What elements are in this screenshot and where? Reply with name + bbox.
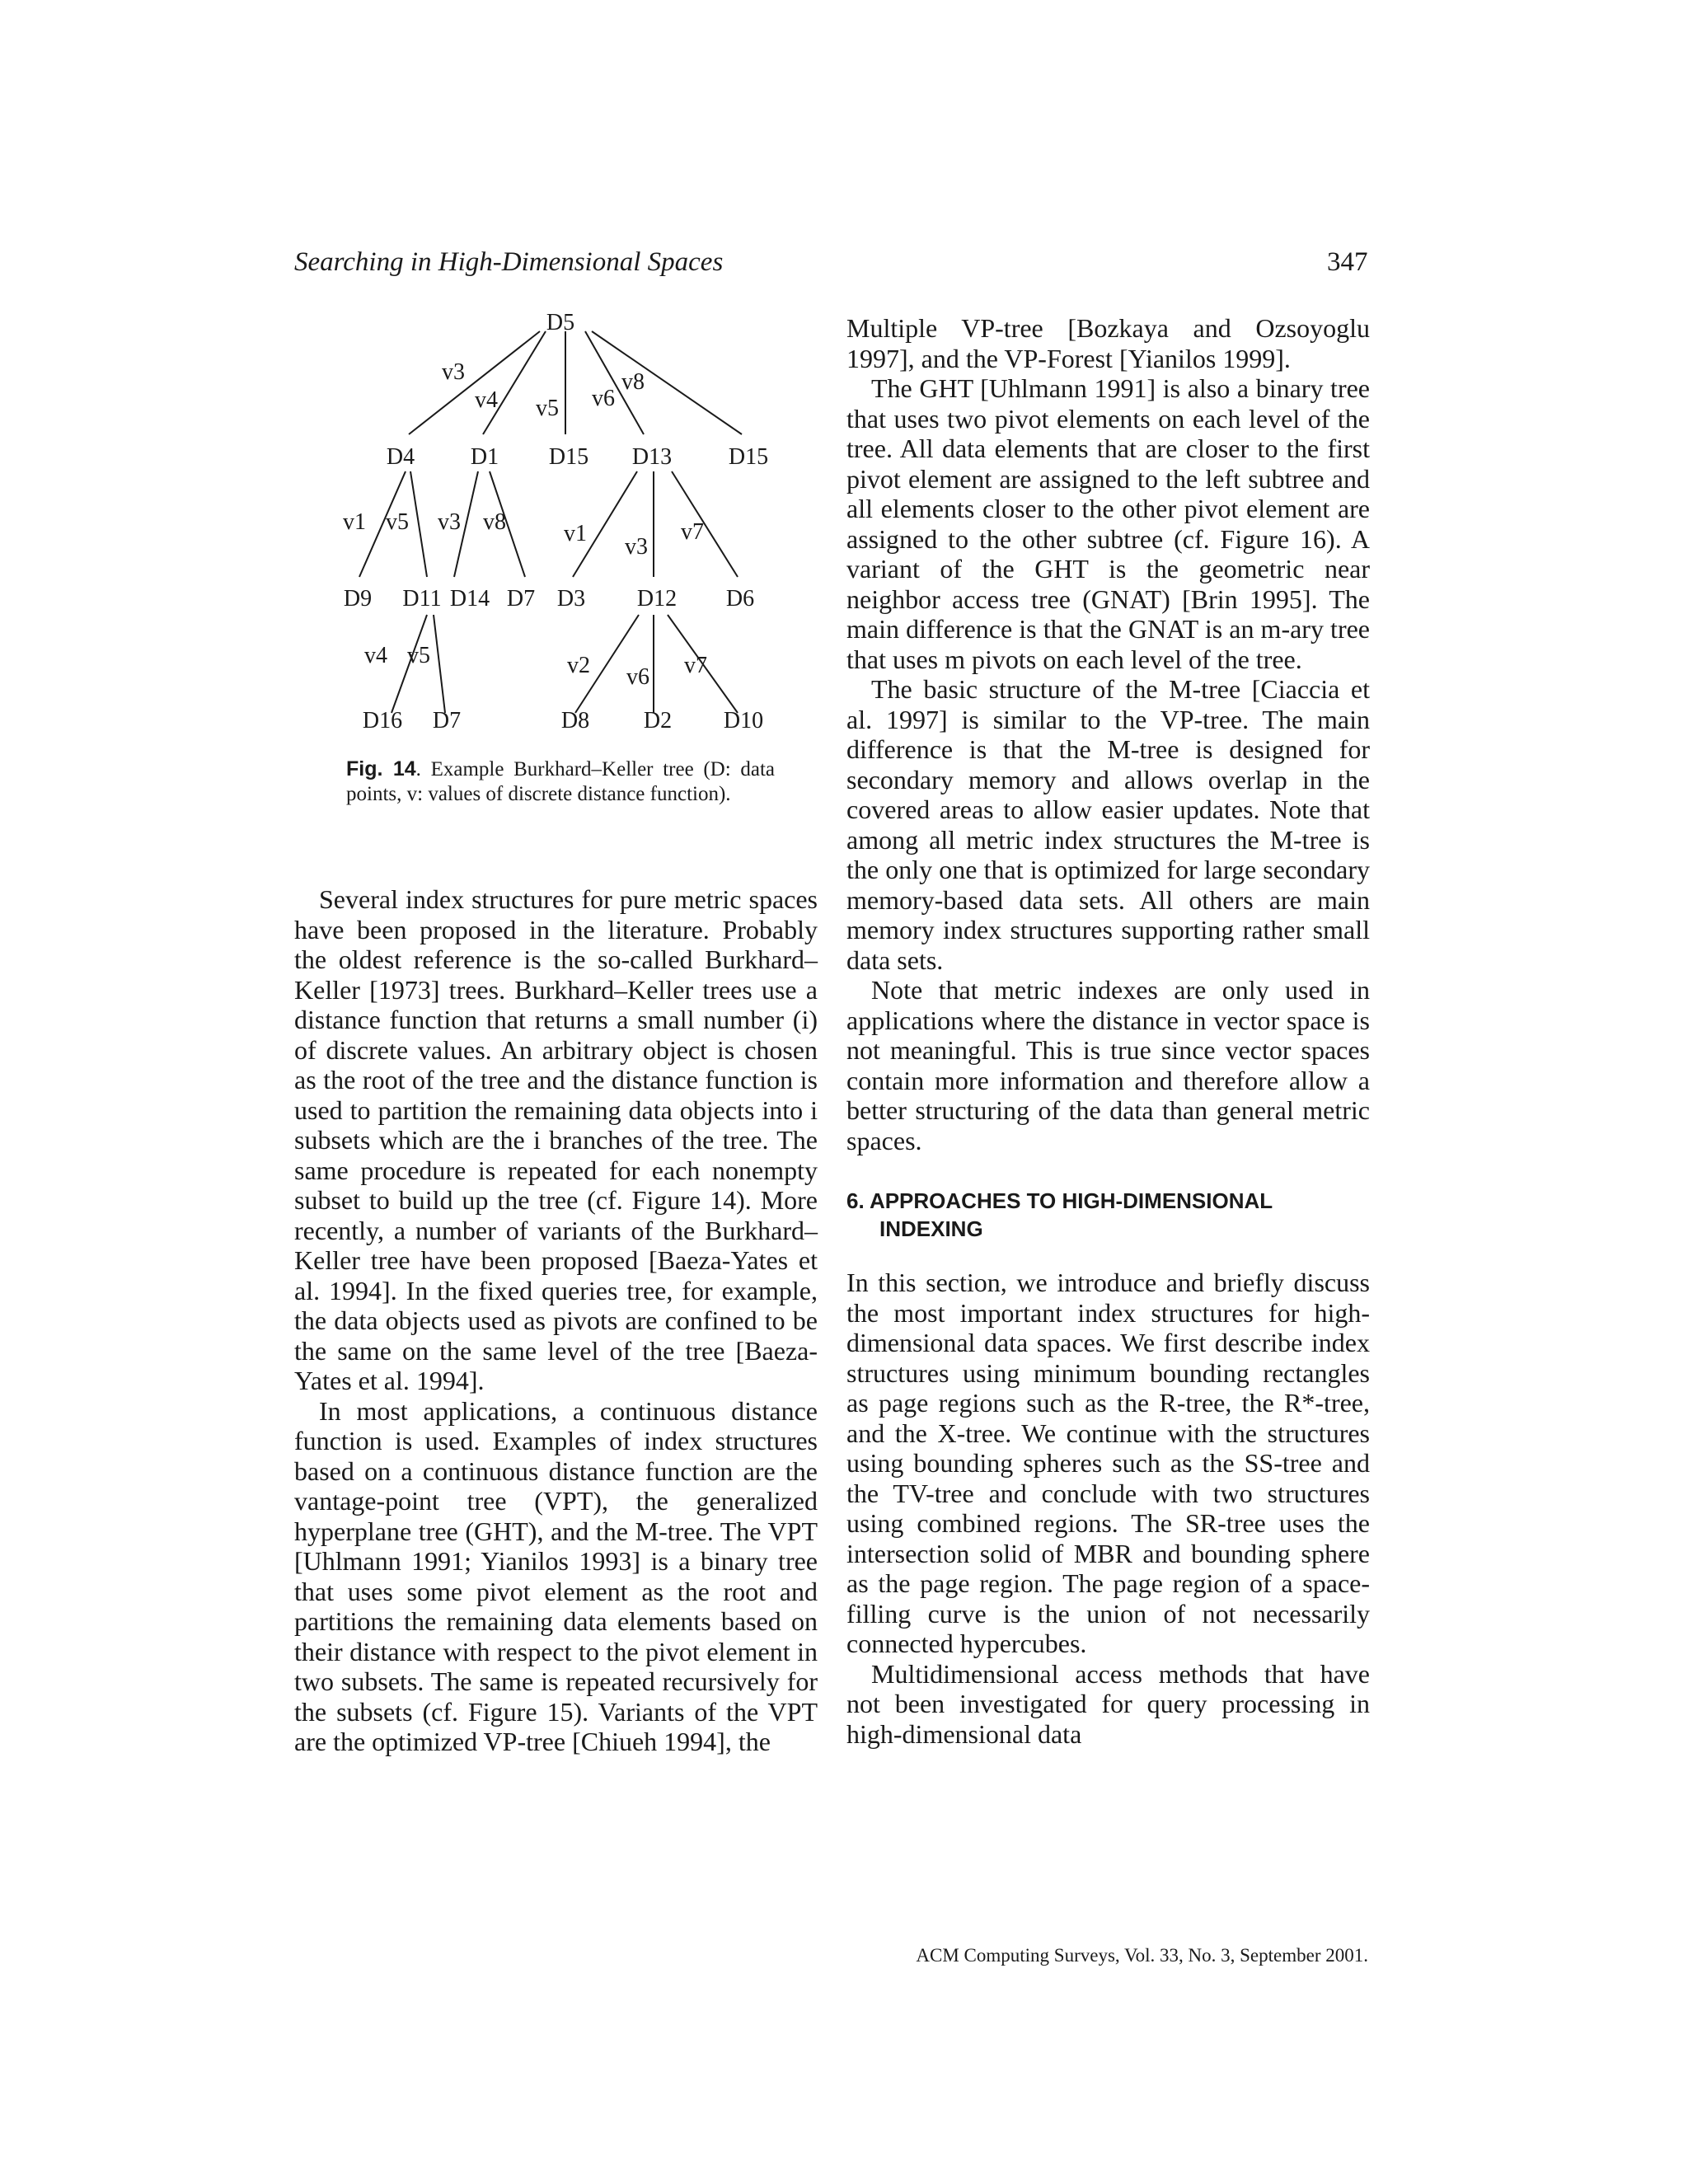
section-heading: 6. APPROACHES TO HIGH-DIMENSIONAL INDEXING — [846, 1188, 1273, 1241]
edge-label: v6 — [626, 664, 649, 690]
edge-label: v1 — [343, 509, 366, 535]
figure-caption — [346, 757, 775, 807]
paragraph: Multidimensional access methods that have not been investigated for query processing in high-dimensional data — [846, 1658, 1370, 1749]
tree-node: D16 — [362, 708, 403, 733]
paragraph: Multiple VP-tree [Bozkaya and Ozsoyoglu 1997], and the VP-Forest [Yianilos 1999]. — [846, 313, 1370, 373]
edge-label: v8 — [483, 509, 506, 535]
edge-label: v6 — [592, 386, 615, 411]
edge-label: v5 — [386, 509, 409, 535]
left-column — [294, 884, 818, 1757]
edge-label: v1 — [564, 521, 587, 546]
tree-edge — [409, 331, 540, 434]
paragraph: Note that metric indexes are only used in applications where the distance in vector space is not meaningful. This is true since vector spaces contain more information and therefore allow a better structuring of the data than general metric spaces. — [846, 975, 1370, 1155]
tree-node: D4 — [386, 444, 415, 470]
tree-node: D3 — [556, 586, 586, 612]
tree-edge — [434, 615, 445, 713]
paragraph: Several index structures for pure metric spaces have been proposed in the literature. Probably the oldest reference is the so-called Burkhard–Keller [1973] trees. Burkhard–Keller trees use a distance function that returns a small number (i) of discrete values. An arbitrary object is chosen as the root of the tree and the distance function is used to partition the remaining data objects into i subsets which are the i branches of the tree. The same procedure is repeated for each nonempty subset to build up the tree (cf. Figure 14). More recently, a number of variants of the Burkhard–Keller tree have been proposed [Baeza-Yates et al. 1994]. In the fixed queries tree, for example, the data objects used as pivots are confined to be the same on the same level of the tree [Baeza-Yates et al. 1994]. — [294, 884, 818, 1395]
edge-label: v3 — [625, 534, 648, 560]
edge-label: v3 — [442, 359, 465, 385]
page-number: 347 — [1327, 247, 1368, 277]
tree-node: D9 — [343, 586, 373, 612]
tree-node: D7 — [506, 586, 536, 612]
tree-node: D6 — [725, 586, 755, 612]
edge-label: v7 — [684, 653, 707, 678]
tree-node: D14 — [449, 586, 490, 612]
paragraph: The basic structure of the M-tree [Ciaccia et al. 1997] is similar to the VP-tree. The main difference is that the M-tree is designed for secondary memory and allows overlap in the covered areas to allow easier updates. Note that among all metric index structures the M-tree is the only one that is optimized for large secondary memory-based data sets. All others are main memory index structures supporting rather small data sets. — [846, 674, 1370, 975]
running-title: Searching in High-Dimensional Spaces — [294, 247, 724, 277]
figure-caption-text: . Example Burkhard–Keller tree (D: data points, v: values of discrete distance function). — [346, 758, 776, 805]
tree-node: D12 — [636, 586, 678, 612]
burkhard-keller-tree-figure — [330, 305, 791, 742]
edge-label: v4 — [364, 643, 387, 668]
edge-label: v2 — [567, 653, 590, 678]
paragraph: In this section, we introduce and briefly discuss the most important index structures for high-dimensional data spaces. We first describe index structures using minimum bounding rectangles as page regions such as the R-tree, the R*-tree, and the X-tree. We continue with the structures using bounding spheres such as the SS-tree and the TV-tree and conclude with two structures using combined regions. The SR-tree uses the intersection solid of MBR and bounding sphere as the page region. The page region of a space-filling curve is the union of not necessarily connected hypercubes. — [846, 1268, 1370, 1658]
right-column — [846, 313, 1370, 1749]
tree-node: D2 — [643, 708, 673, 733]
tree-node: D8 — [560, 708, 590, 733]
tree-node: D15 — [728, 444, 769, 470]
journal-footer: ACM Computing Surveys, Vol. 33, No. 3, September 2001. — [916, 1945, 1368, 1966]
edge-label: v3 — [438, 509, 461, 535]
edge-label: v5 — [407, 643, 430, 668]
tree-edge — [410, 471, 427, 577]
tree-node: D11 — [402, 586, 442, 612]
edge-label: v4 — [475, 387, 498, 413]
edge-label: v7 — [681, 519, 704, 545]
figure-label: Fig. 14 — [346, 757, 416, 780]
tree-node: D13 — [631, 444, 673, 470]
tree-node-root: D5 — [546, 310, 575, 335]
tree-node: D7 — [432, 708, 462, 733]
tree-node: D15 — [548, 444, 589, 470]
tree-node: D10 — [723, 708, 764, 733]
edge-label: v5 — [536, 396, 559, 421]
edge-label: v8 — [621, 369, 645, 395]
paragraph: In most applications, a continuous distance function is used. Examples of index structures based on a continuous distance function are the vantage-point tree (VPT), the generalized hyperplane tree (GHT), and the M-tree. The VPT [Uhlmann 1991; Yianilos 1993] is a binary tree that uses some pivot element as the root and partitions the remaining data elements based on their distance with respect to the pivot element in two subsets. The same is repeated recursively for the subsets (cf. Figure 15). Variants of the VPT are the optimized VP-tree [Chiueh 1994], the — [294, 1395, 818, 1756]
paragraph: The GHT [Uhlmann 1991] is also a binary tree that uses two pivot elements on each level of the tree. All data elements that are closer to the first pivot element are assigned to the left subtree and all elements closer to the other pivot element are assigned to the other subtree (cf. Figure 16). A variant of the GHT is the geometric near neighbor access tree (GNAT) [Brin 1995]. The main difference is that the GNAT is an m-ary tree that uses m pivots on each level of the tree. — [846, 373, 1370, 674]
tree-node: D1 — [470, 444, 499, 470]
